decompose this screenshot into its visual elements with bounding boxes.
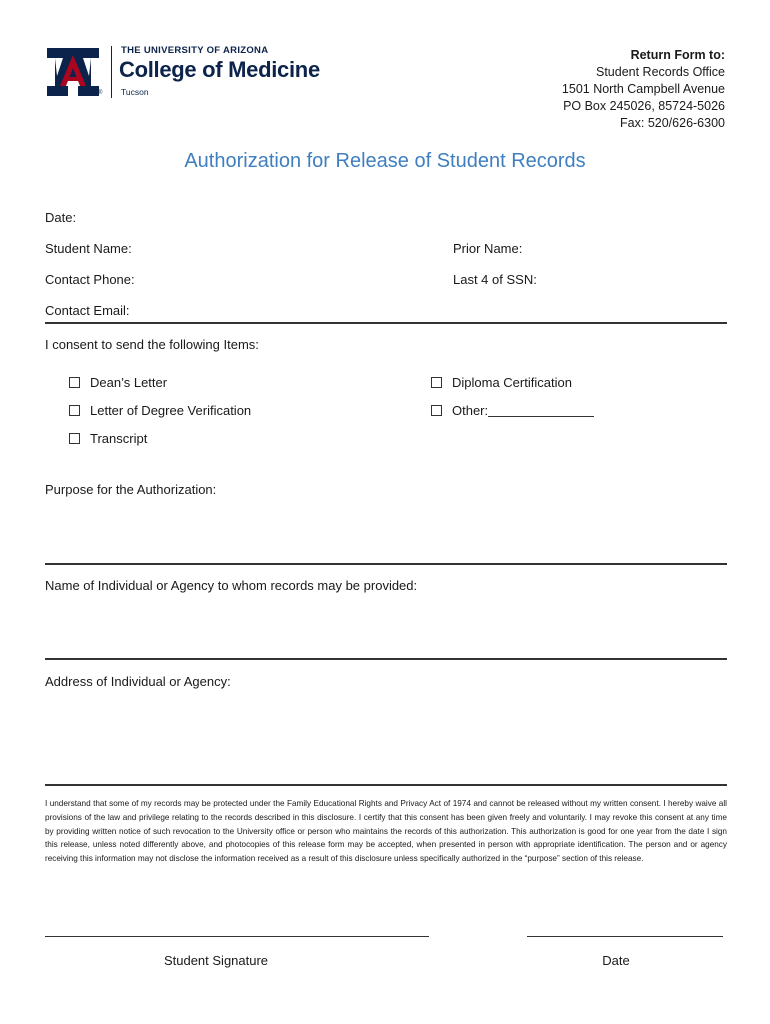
consent-heading: I consent to send the following Items: [45, 337, 259, 352]
student-signature-label: Student Signature [163, 953, 269, 968]
checkbox-label: Transcript [90, 431, 148, 446]
other-blank-line[interactable] [488, 404, 594, 417]
checkbox-diploma-certification[interactable] [431, 375, 572, 390]
signature-date-label: Date [602, 953, 630, 968]
contact-phone-field-label[interactable]: Contact Phone: [45, 272, 135, 287]
divider-line [45, 322, 727, 324]
recipient-label: Name of Individual or Agency to whom records may be provided: [45, 578, 418, 593]
address-label: Address of Individual or Agency: [45, 674, 231, 689]
purpose-label: Purpose for the Authorization: [45, 482, 217, 497]
checkbox-square-icon[interactable] [69, 377, 80, 388]
legal-disclaimer-text: I understand that some of my records may be protected under the Family Educational Rights and Privacy Act of 1974 and cannot be released without my written consent. I hereby waive all provisions of the law and privilege relating to the records described in this disclosure. I certify that this consent has been given freely and voluntarily. I may revoke this consent at any time by providing written notice of such revocation to the University office or person who maintains the records of this authorization. This authorization is good for one year from the date I sign this release, unless noted differently above, and photocopies of this release form may be accepted, when presented in person with appropriate identification. The person and or agency receiving this information may not disclose the information received as a result of this disclosure unless specifically authorized in the “purpose” section of this release. [45, 799, 727, 864]
return-po-box: PO Box 245026, 85724-5026 [563, 99, 725, 113]
student-name-field-label[interactable]: Student Name: [45, 241, 132, 256]
last4-ssn-field-label[interactable]: Last 4 of SSN: [453, 272, 537, 287]
recipient-line[interactable] [45, 658, 727, 660]
checkbox-label: Letter of Degree Verification [90, 403, 252, 418]
date-signature-line[interactable] [527, 936, 723, 937]
return-street: 1501 North Campbell Avenue [561, 82, 725, 96]
checkbox-label: Dean’s Letter [90, 375, 168, 390]
checkbox-square-icon[interactable] [431, 405, 442, 416]
date-field-label[interactable]: Date: [45, 210, 77, 225]
checkbox-square-icon[interactable] [69, 433, 80, 444]
form-title: Authorization for Release of Student Records [184, 150, 586, 172]
checkbox-square-icon[interactable] [431, 377, 442, 388]
checkbox-label: Other: [452, 403, 489, 418]
purpose-line[interactable] [45, 563, 727, 565]
checkbox-square-icon[interactable] [69, 405, 80, 416]
return-fax: Fax: 520/626-6300 [620, 116, 725, 130]
checkbox-degree-verification[interactable] [69, 403, 251, 418]
logo-divider [111, 46, 112, 98]
checkbox-other[interactable] [431, 403, 594, 418]
checkbox-transcript[interactable] [69, 431, 147, 446]
checkbox-label: Diploma Certification [452, 375, 572, 390]
registered-mark: ® [98, 90, 103, 96]
checkbox-deans-letter[interactable] [69, 375, 167, 390]
contact-email-field-label[interactable]: Contact Email: [45, 303, 130, 318]
return-form-title: Return Form to: [630, 48, 725, 62]
return-office: Student Records Office [595, 65, 725, 79]
signature-line[interactable] [45, 936, 429, 937]
university-arizona-a-logo-icon [45, 46, 101, 98]
campus-name: Tucson [121, 87, 149, 97]
university-name: THE UNIVERSITY OF ARIZONA [121, 45, 269, 56]
prior-name-field-label[interactable]: Prior Name: [453, 241, 523, 256]
address-line[interactable] [45, 784, 727, 786]
college-name: College of Medicine [119, 57, 320, 82]
